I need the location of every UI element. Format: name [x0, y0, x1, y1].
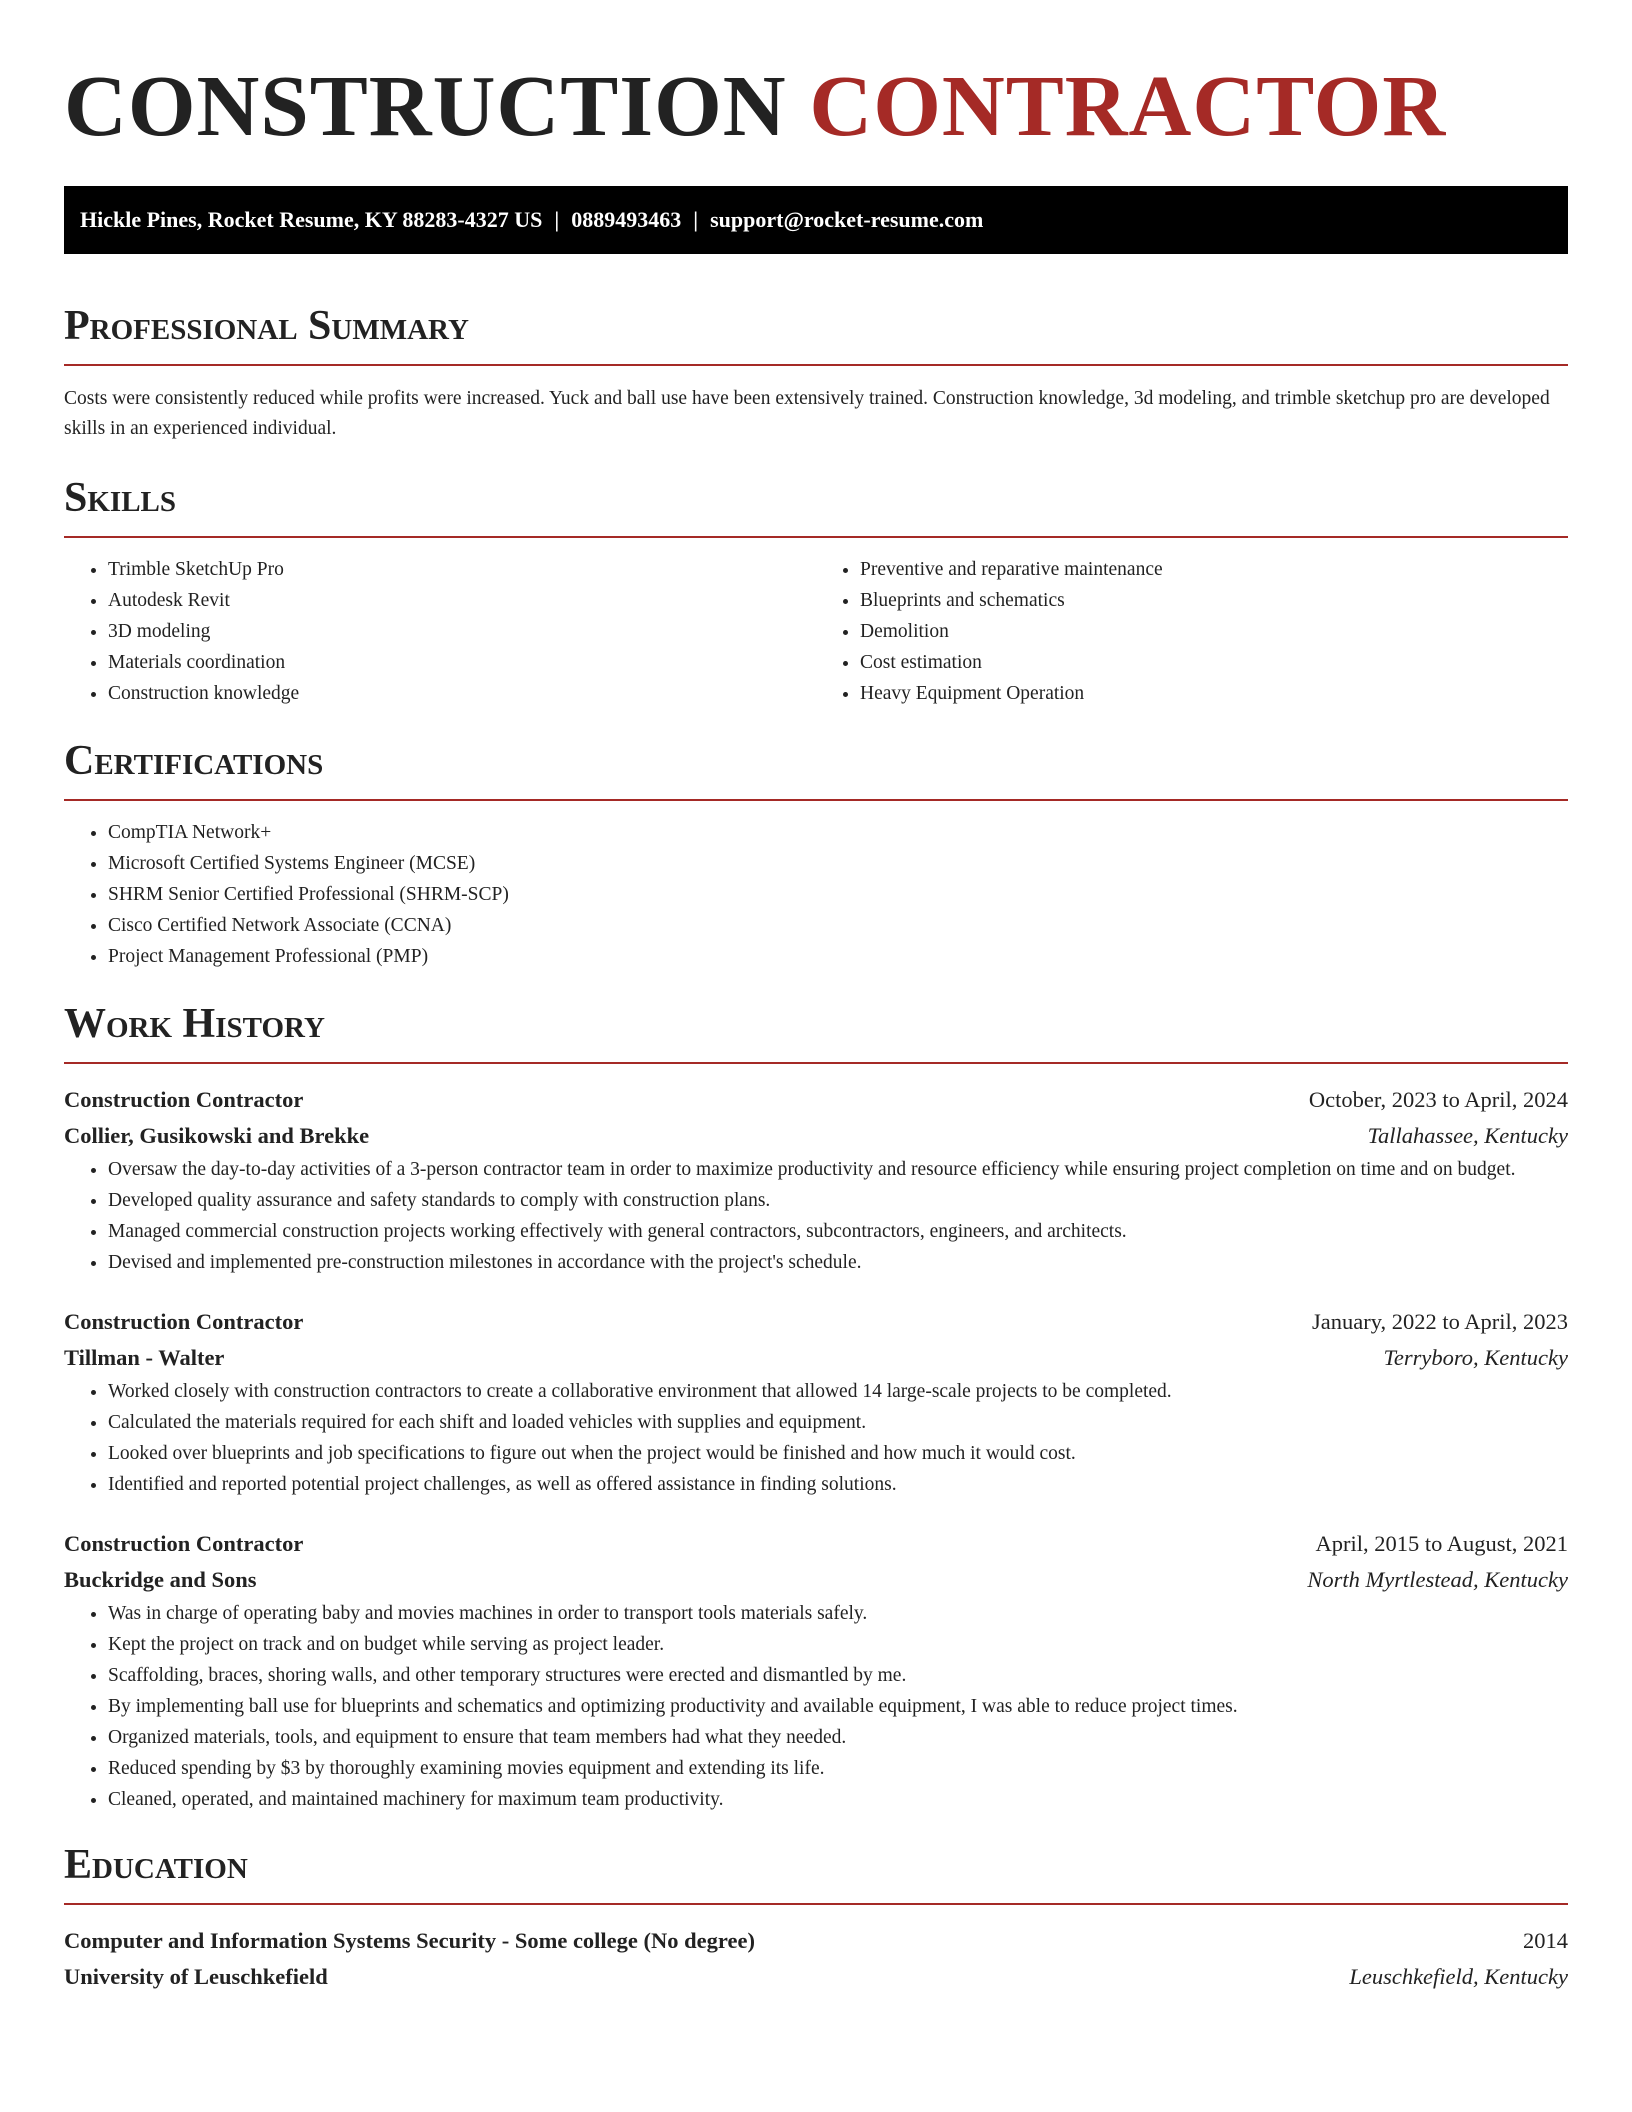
job-company: Tillman - Walter	[64, 1345, 225, 1370]
job-role: Construction Contractor	[64, 1309, 304, 1334]
job-bullet: • By implementing ball use for blueprints and schematics and optimizing productivity and available equipment, I was able to reduce project times.	[108, 1691, 1568, 1722]
job-company: Collier, Gusikowski and Brekke	[64, 1123, 370, 1148]
job-bullet: • Organized materials, tools, and equipment to ensure that team members had what they needed.	[108, 1722, 1568, 1753]
education-title: Education	[64, 1842, 248, 1888]
contact-email: support@rocket-resume.com	[710, 207, 984, 232]
name-last: CONTRACTOR	[809, 57, 1447, 154]
education-school: University of Leuschkefield	[64, 1964, 328, 1989]
job-bullet: • Managed commercial construction projects working effectively with general contractors, subcontractors, engineers, and architects.	[108, 1216, 1568, 1247]
skill-item: • Preventive and reparative maintenance	[860, 554, 1568, 585]
job-company-row	[64, 1340, 1568, 1376]
job-dates: January, 2022 to April, 2023	[1311, 1309, 1568, 1334]
contact-bar	[64, 186, 1568, 254]
education-entry	[64, 1923, 1568, 1995]
job-dates: April, 2015 to August, 2021	[1315, 1531, 1568, 1556]
job-entry	[64, 1304, 1568, 1500]
skill-item: • Blueprints and schematics	[860, 585, 1568, 616]
skill-item: • 3D modeling	[108, 616, 816, 647]
job-bullet: • Calculated the materials required for each shift and loaded vehicles with supplies and equipment.	[108, 1407, 1568, 1438]
education-year: 2014	[1523, 1928, 1568, 1953]
certification-item: • SHRM Senior Certified Professional (SHRM-SCP)	[108, 879, 1568, 910]
education-degree: Computer and Information Systems Security - Some college (No degree)	[64, 1928, 755, 1953]
job-dates: October, 2023 to April, 2024	[1308, 1087, 1568, 1112]
skills-title: Skills	[64, 475, 177, 521]
summary-title: Professional Summary	[64, 303, 469, 349]
skill-item: • Autodesk Revit	[108, 585, 816, 616]
job-bullet: • Cleaned, operated, and maintained machinery for maximum team productivity.	[108, 1784, 1568, 1815]
job-bullet: • Scaffolding, braces, shoring walls, and other temporary structures were erected and dismantled by me.	[108, 1660, 1568, 1691]
skill-item: • Materials coordination	[108, 647, 816, 678]
job-location: Terryboro, Kentucky	[1383, 1345, 1568, 1370]
job-entry	[64, 1082, 1568, 1278]
job-role: Construction Contractor	[64, 1531, 304, 1556]
section-divider	[64, 364, 1568, 366]
section-divider	[64, 1903, 1568, 1905]
job-bullet: • Oversaw the day-to-day activities of a 3-person contractor team in order to maximize productivity and resource efficiency while ensuring project completion on time and on budget.	[108, 1154, 1568, 1185]
job-role: Construction Contractor	[64, 1087, 304, 1112]
job-bullet-list	[64, 1598, 1568, 1815]
summary-section	[64, 302, 1568, 444]
job-bullet: • Developed quality assurance and safety standards to comply with construction plans.	[108, 1185, 1568, 1216]
job-bullet: • Reduced spending by $3 by thoroughly examining movies equipment and extending its life.	[108, 1753, 1568, 1784]
work-history-section	[64, 1000, 1568, 1815]
job-company-row	[64, 1118, 1568, 1154]
job-location: North Myrtlestead, Kentucky	[1307, 1567, 1568, 1592]
job-bullet: • Kept the project on track and on budget while serving as project leader.	[108, 1629, 1568, 1660]
resume-name	[64, 56, 1568, 156]
certifications-list	[64, 817, 1568, 972]
certification-item: • Microsoft Certified Systems Engineer (MCSE)	[108, 848, 1568, 879]
certifications-title: Certifications	[64, 738, 324, 784]
skills-section	[64, 474, 1568, 709]
name-first: CONSTRUCTION	[64, 57, 787, 154]
skills-column-left	[64, 554, 816, 709]
job-bullet: • Identified and reported potential project challenges, as well as offered assistance in finding solutions.	[108, 1469, 1568, 1500]
education-section	[64, 1841, 1568, 1995]
skills-list-left	[64, 554, 816, 709]
skill-item: • Construction knowledge	[108, 678, 816, 709]
job-bullet: • Was in charge of operating baby and movies machines in order to transport tools materials safely.	[108, 1598, 1568, 1629]
contact-phone: 0889493463	[571, 207, 682, 232]
job-company: Buckridge and Sons	[64, 1567, 257, 1592]
skill-item: • Demolition	[860, 616, 1568, 647]
contact-separator: |	[554, 207, 560, 232]
skill-item: • Heavy Equipment Operation	[860, 678, 1568, 709]
job-bullet-list	[64, 1376, 1568, 1500]
job-header-row	[64, 1082, 1568, 1118]
job-company-row	[64, 1562, 1568, 1598]
job-bullet-list	[64, 1154, 1568, 1278]
summary-text: Costs were consistently reduced while profits were increased. Yuck and ball use have been extensively trained. Construction knowledge, 3d modeling, and trimble sketchup pro are developed skills in an experienced individual.	[64, 388, 1550, 439]
certification-item: • Project Management Professional (PMP)	[108, 941, 1568, 972]
job-header-row	[64, 1526, 1568, 1562]
job-bullet: • Worked closely with construction contractors to create a collaborative environment that allowed 14 large-scale projects to be completed.	[108, 1376, 1568, 1407]
section-divider	[64, 536, 1568, 538]
job-entry	[64, 1526, 1568, 1815]
certification-item: • CompTIA Network+	[108, 817, 1568, 848]
skill-item: • Trimble SketchUp Pro	[108, 554, 816, 585]
skill-item: • Cost estimation	[860, 647, 1568, 678]
contact-address: Hickle Pines, Rocket Resume, KY 88283-4327 US	[80, 207, 543, 232]
certifications-section	[64, 737, 1568, 972]
job-header-row	[64, 1304, 1568, 1340]
job-bullet: • Devised and implemented pre-construction milestones in accordance with the project's schedule.	[108, 1247, 1568, 1278]
work-history-title: Work History	[64, 1001, 325, 1047]
education-location: Leuschkefield, Kentucky	[1349, 1964, 1568, 1989]
section-divider	[64, 1062, 1568, 1064]
contact-separator: |	[693, 207, 699, 232]
section-divider	[64, 799, 1568, 801]
certification-item: • Cisco Certified Network Associate (CCNA)	[108, 910, 1568, 941]
skills-column-right	[816, 554, 1568, 709]
skills-list-right	[816, 554, 1568, 709]
education-school-row	[64, 1959, 1568, 1995]
education-degree-row	[64, 1923, 1568, 1959]
job-location: Tallahassee, Kentucky	[1367, 1123, 1568, 1148]
job-bullet: • Looked over blueprints and job specifications to figure out when the project would be finished and how much it would cost.	[108, 1438, 1568, 1469]
skills-columns	[64, 554, 1568, 709]
